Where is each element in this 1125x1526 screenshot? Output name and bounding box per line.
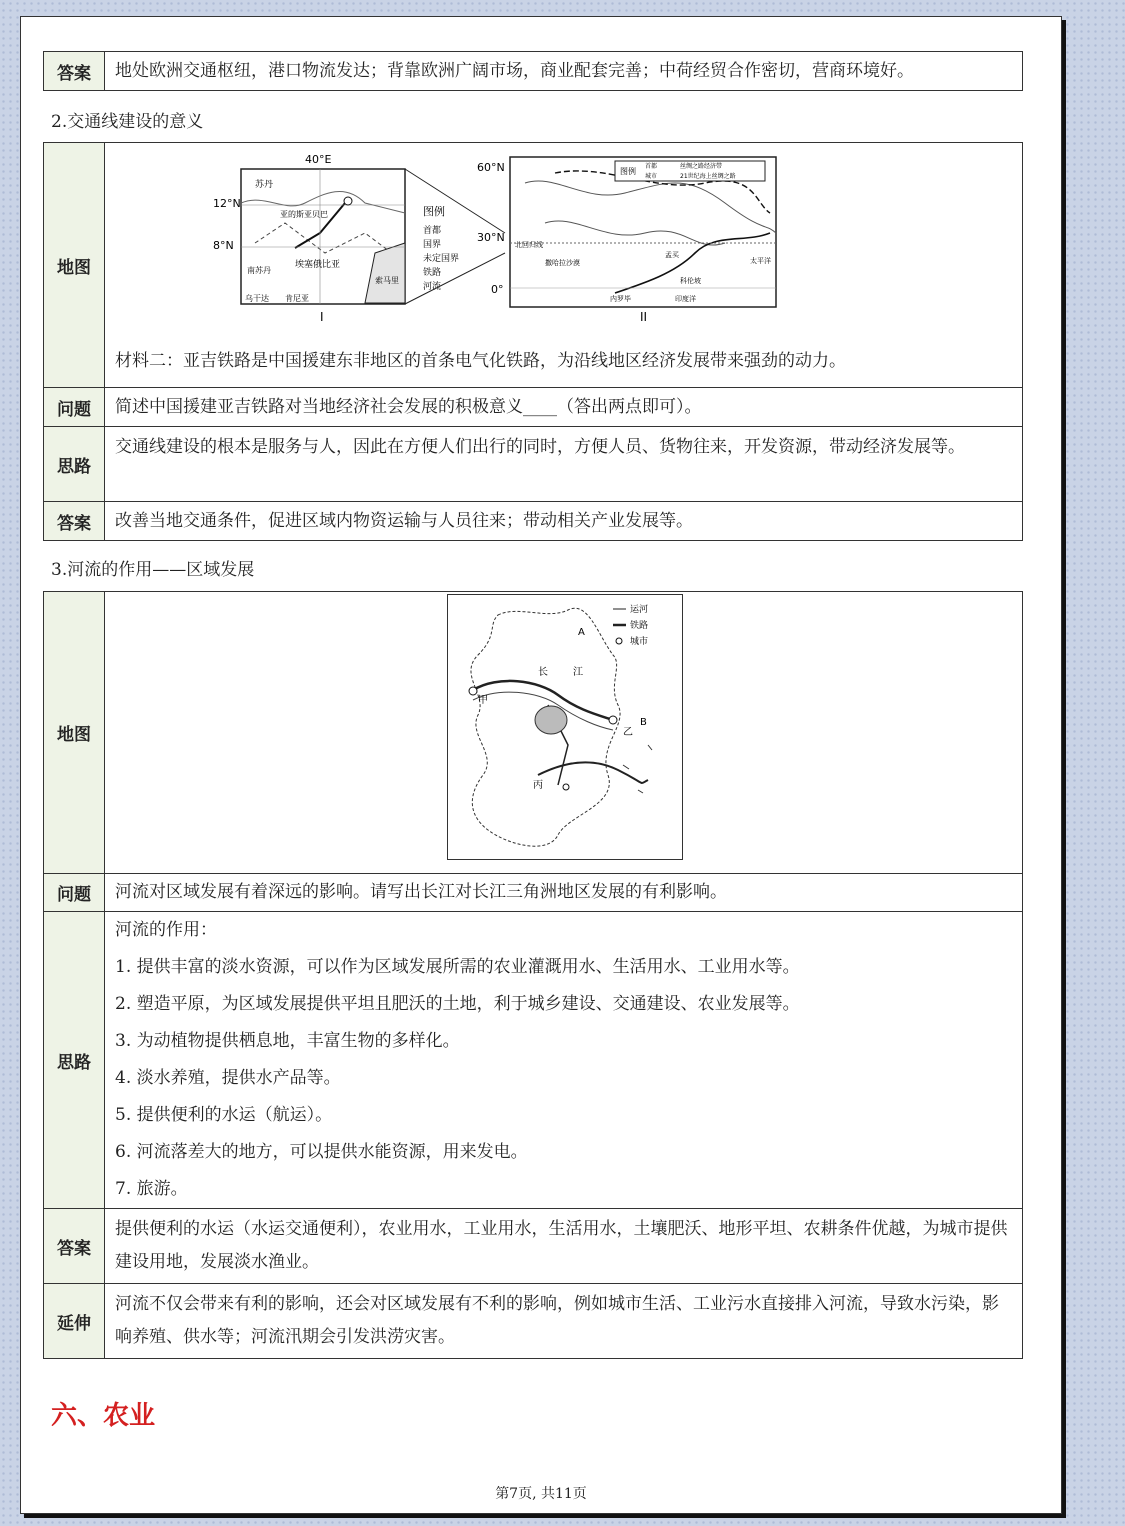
svg-text:长: 长 — [538, 667, 548, 678]
answer-label: 答案 — [44, 52, 105, 90]
svg-text:撒哈拉沙漠: 撒哈拉沙漠 — [545, 259, 580, 267]
svg-text:铁路: 铁路 — [630, 621, 649, 631]
map-label: 地图 — [44, 592, 105, 873]
svg-text:30°N: 30°N — [477, 231, 505, 244]
svg-text:城市: 城市 — [630, 637, 649, 647]
svg-text:21世纪海上丝绸之路: 21世纪海上丝绸之路 — [680, 173, 736, 180]
answer-text: 改善当地交通条件，促进区域内物资运输与人员往来；带动相关产业发展等。 — [115, 511, 693, 531]
lat-8n: 8°N — [213, 239, 234, 252]
map-2 — [477, 157, 776, 324]
thinking-text: 交通线建设的根本是服务与人，因此在方便人们出行的同时，方便人员、货物往来，开发资源，带动经济发展等。 — [115, 437, 965, 457]
map-cell — [105, 143, 1022, 387]
thinking-label: 思路 — [44, 427, 105, 501]
svg-text:B: B — [640, 717, 647, 728]
map-label: 地图 — [44, 143, 105, 387]
svg-text:II: II — [640, 310, 648, 324]
svg-text:丙: 丙 — [533, 780, 543, 791]
river-table — [43, 591, 1023, 1359]
map-cell — [105, 592, 1022, 873]
svg-text:索马里: 索马里 — [375, 276, 399, 285]
heading-river: 3.河流的作用——区域发展 — [51, 560, 255, 580]
svg-text:河流: 河流 — [423, 282, 442, 292]
question-label: 问题 — [44, 874, 105, 911]
svg-text:首都: 首都 — [645, 163, 658, 170]
answer-text: 提供便利的水运（水运交通便利），农业用水，工业用水，生活用水，土壤肥沃、地形平坦、农耕条件优越，为城市提供建设用地，发展淡水渔业。 — [115, 1219, 1008, 1272]
svg-text:60°N: 60°N — [477, 161, 505, 174]
map-1 — [213, 153, 505, 324]
lon-label: 40°E — [305, 153, 332, 166]
svg-text:国界: 国界 — [423, 240, 442, 250]
thinking-list: 河流的作用： 1. 提供丰富的淡水资源，可以作为区域发展所需的农业灌溉用水、生活用水、工业用水等。 2. 塑造平原，为区域发展提供平坦且肥沃的土地，利于城乡建设、交通建设、农业发展等。 3. 为动植物提供栖息地，丰富生物的多样化。 4. 淡水养殖，提供水产品等。 5. 提供便利的水运（航运）。 6. 河流落差大的地方，可以提供水能资源，用来发电。 7. 旅游。 — [115, 920, 800, 1199]
svg-text:城市: 城市 — [645, 173, 658, 180]
thinking-label: 思路 — [44, 912, 105, 1208]
svg-text:乌干达: 乌干达 — [245, 294, 269, 303]
svg-text:0°: 0° — [491, 283, 504, 296]
yangtze-delta-map — [447, 594, 683, 860]
svg-text:内罗毕: 内罗毕 — [610, 295, 631, 303]
svg-text:首都: 首都 — [423, 226, 442, 236]
question-label: 问题 — [44, 388, 105, 426]
svg-text:乙: 乙 — [623, 727, 633, 738]
lat-12n: 12°N — [213, 197, 241, 210]
section-title: 六、农业 — [51, 1401, 156, 1431]
svg-text:苏丹: 苏丹 — [255, 180, 274, 190]
svg-text:江: 江 — [573, 667, 583, 678]
legend-title-1: 图例 — [423, 205, 445, 218]
transport-table — [43, 142, 1023, 541]
answer-label: 答案 — [44, 502, 105, 540]
svg-text:甲: 甲 — [478, 695, 488, 706]
extend-text: 河流不仅会带来有利的影响，还会对区域发展有不利的影响，例如城市生活、工业污水直接排入河流，导致水污染，影响养殖、供水等；河流汛期会引发洪涝灾害。 — [115, 1294, 999, 1347]
material-text: 材料二：亚吉铁路是中国援建东非地区的首条电气化铁路，为沿线地区经济发展带来强劲的动力。 — [115, 351, 846, 371]
svg-text:埃塞俄比亚: 埃塞俄比亚 — [295, 260, 341, 270]
svg-text:铁路: 铁路 — [423, 268, 442, 278]
extend-label: 延伸 — [44, 1284, 105, 1358]
question-text: 河流对区域发展有着深远的影响。请写出长江对长江三角洲地区发展的有利影响。 — [115, 882, 727, 902]
answer-text: 地处欧洲交通枢纽，港口物流发达；背靠欧洲广阔市场，商业配套完善；中荷经贸合作密切，营商环境好。 — [115, 61, 914, 81]
svg-text:印度洋: 印度洋 — [675, 295, 696, 303]
svg-text:科伦坡: 科伦坡 — [680, 277, 701, 285]
africa-asia-map — [213, 143, 1125, 333]
svg-text:北回归线: 北回归线 — [515, 241, 543, 249]
page-footer: 第7页, 共11页 — [495, 1486, 587, 1502]
svg-text:A: A — [578, 627, 585, 638]
answer-table-1 — [43, 51, 1023, 91]
heading-transport: 2.交通线建设的意义 — [51, 112, 204, 132]
svg-text:南苏丹: 南苏丹 — [247, 266, 271, 275]
svg-text:未定国界: 未定国界 — [423, 254, 460, 264]
svg-text:图例: 图例 — [620, 167, 636, 176]
svg-text:运河: 运河 — [630, 605, 649, 615]
svg-text:太平洋: 太平洋 — [750, 257, 771, 265]
answer-label: 答案 — [44, 1209, 105, 1283]
map-1-roman: I — [320, 310, 324, 324]
svg-text:丝绸之路经济带: 丝绸之路经济带 — [680, 163, 723, 170]
svg-text:肯尼亚: 肯尼亚 — [285, 294, 309, 303]
document-page — [20, 16, 1062, 1514]
question-text: 简述中国援建亚吉铁路对当地经济社会发展的积极意义____（答出两点即可）。 — [115, 397, 702, 417]
svg-text:孟买: 孟买 — [665, 251, 679, 259]
svg-text:亚的斯亚贝巴: 亚的斯亚贝巴 — [280, 210, 328, 219]
